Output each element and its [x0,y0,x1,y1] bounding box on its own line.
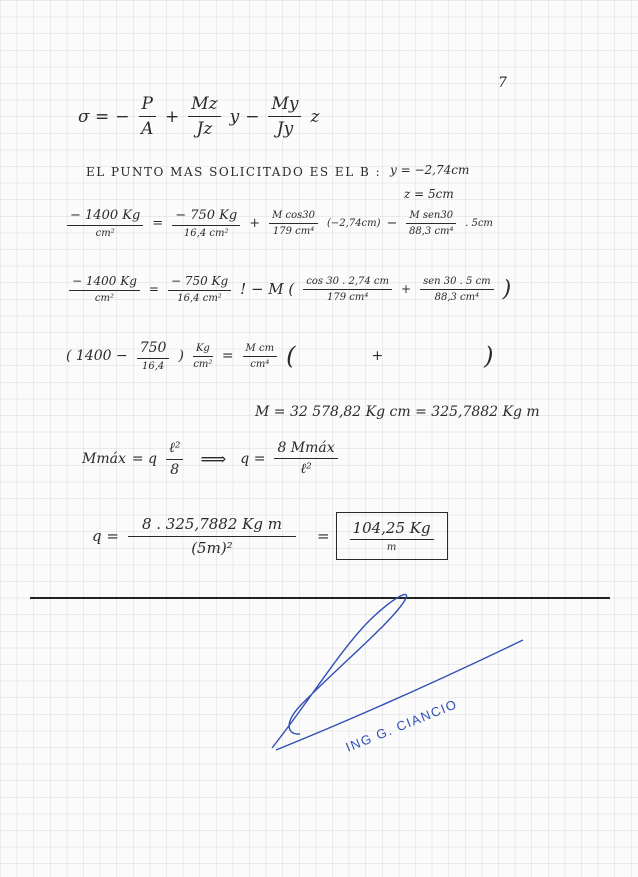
open-paren: ( [286,342,296,370]
plus-sign: + [249,216,261,231]
implies-arrow: ⟹ [200,448,227,470]
numerator: M cm [243,343,278,357]
numerator: sen 30 . 5 cm [420,276,494,290]
variable-y: y [229,106,240,127]
equals-sign: = [148,282,159,296]
z-factor: . 5cm [465,218,493,229]
numerator: M sen30 [406,210,456,224]
close-paren: ) [484,342,494,370]
signature-name: ING G. CIANCIO [343,696,460,755]
denominator: Jy [276,119,294,139]
page-number: 7 [498,75,507,91]
equals-sign: = [152,216,164,231]
numerator: cos 30 . 2,74 cm [303,276,392,290]
denominator: cm² [95,228,115,239]
q-equals: q = [240,451,266,467]
equals-q: = q [131,451,158,467]
denominator: ℓ² [300,461,312,477]
minus-sign: − [386,216,398,231]
denominator: 88,3 cm⁴ [409,226,454,237]
denominator: 179 cm⁴ [326,291,369,303]
minus-sign: − [245,106,260,127]
numerator: − 1400 Kg [67,208,143,226]
denominator: cm² [193,358,213,370]
numerator: − 1400 Kg [69,274,140,291]
numerator: Mz [188,94,220,117]
denominator: cm⁴ [250,358,270,370]
equals-sign: = [221,348,234,364]
variable-z: z [310,106,320,127]
z-coordinate: z = 5cm [404,187,454,201]
open-term: ( 1400 − [66,348,128,364]
numerator: P [139,94,156,117]
denominator: 16,4 [141,361,165,372]
point-statement: EL PUNTO MAS SOLICITADO ES EL B : [86,165,382,179]
denominator: m [386,542,397,553]
denominator: 179 cm⁴ [272,226,315,237]
numerator: 8 . 325,7882 Kg m [128,515,296,537]
numerator: − 750 Kg [168,274,231,291]
plus-sign: + [371,348,384,364]
denominator: 88,3 cm⁴ [434,291,480,303]
denominator: A [141,119,154,139]
denominator: (5m)² [191,539,233,557]
numerator: My [268,94,301,117]
stress-symbol: σ = [78,106,110,127]
q-equals: q = [92,527,119,545]
y-coordinate: y = −2,74cm [390,163,470,177]
minus-sign: − [115,106,130,127]
denominator: 8 [170,462,180,478]
numerator: 104,25 Kg [350,519,434,540]
numerator: Kg [193,343,213,357]
moment-result: M = 32 578,82 Kg cm = 325,7882 Kg m [255,404,540,420]
equals-sign: = [316,527,330,545]
numerator: 750 [137,340,170,359]
max-moment-label: Mmáx [82,451,126,467]
close-paren: ) [178,348,184,364]
plus-sign: + [401,282,412,296]
numerator: − 750 Kg [172,208,240,226]
factor-m-open: ! − M ( [240,280,295,298]
numerator: M cos30 [269,210,318,224]
numerator: 8 Mmáx [274,440,337,459]
y-factor: (−2,74cm) [327,218,381,229]
denominator: 16,4 cm² [183,228,229,239]
plus-sign: + [164,106,180,127]
denominator: 16,4 cm² [177,293,222,304]
close-paren: ) [502,276,512,302]
denominator: Jz [196,119,213,139]
denominator: cm² [94,293,114,304]
numerator: ℓ² [166,440,183,460]
